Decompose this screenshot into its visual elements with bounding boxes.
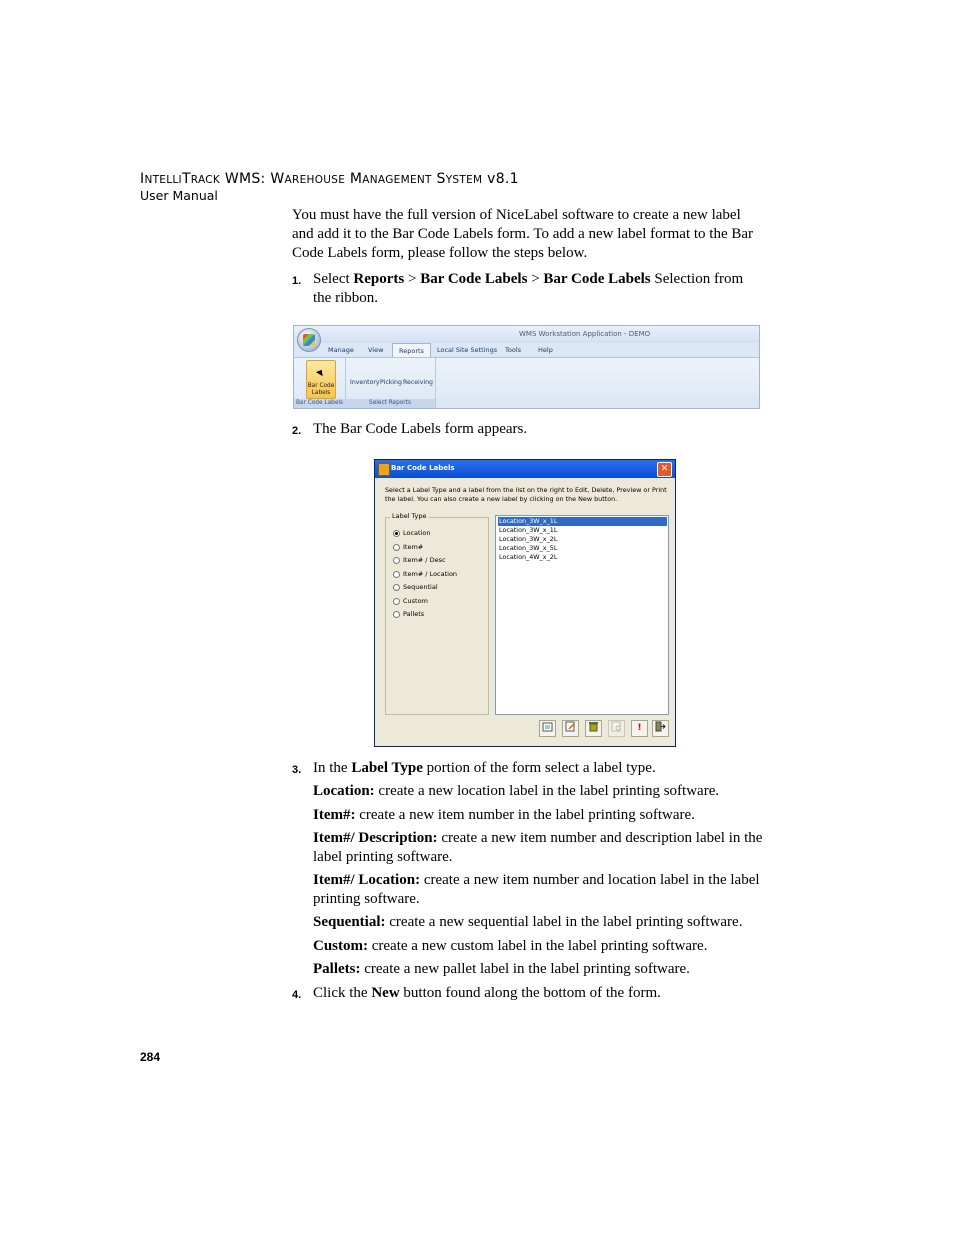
tab-help[interactable]: Help xyxy=(538,346,553,354)
preview-icon[interactable] xyxy=(608,720,625,737)
step-2: 2. The Bar Code Labels form appears. xyxy=(313,420,763,439)
window-title: WMS Workstation Application - DEMO xyxy=(519,330,651,338)
label-list[interactable] xyxy=(495,515,669,715)
dialog-instructions: Select a Label Type and a label from the list on the right to Edit, Delete, Preview or Print the label. You can also create a new label by clicking on the New button. xyxy=(385,486,667,503)
radio-icon xyxy=(393,611,400,618)
definition-item-location: Item#/ Location: create a new item number and location label in the label printing software. xyxy=(313,872,760,907)
tab-local-site-settings[interactable]: Local Site Settings xyxy=(437,346,498,354)
list-item[interactable]: Location_3W_x_1L xyxy=(499,526,558,534)
radio-icon xyxy=(393,557,400,564)
definition-pallets: Pallets: create a new pallet label in the label printing software. xyxy=(313,961,690,977)
header-i: I xyxy=(140,171,145,187)
step-number: 1. xyxy=(292,275,302,287)
inventory-button[interactable]: Inventory xyxy=(350,379,380,386)
ribbon-screenshot xyxy=(293,325,760,409)
dialog-title: Bar Code Labels xyxy=(391,464,455,472)
running-header: INTELLITRACK WMS: WAREHOUSE MANAGEMENT SYSTEM v8.1 xyxy=(140,171,519,187)
radio-icon xyxy=(393,584,400,591)
radio-icon xyxy=(393,598,400,605)
print-icon[interactable]: ! xyxy=(631,720,648,737)
tab-view[interactable]: View xyxy=(368,346,384,354)
bar-code-labels-dialog: Bar Code Labels ✕ Select a Label Type and a label from the list on the right to Edit, Delete, Preview or Print the label. You can also create a new label by clicking on the New button. Label Type Location Item# Item# / Desc Item# / Location Sequential Custom Pallets Location_3W_x_1L Location_3W_x_1L Location_3W_x_2L Location_3W_x_5L Location_4W_x_2L ! xyxy=(374,459,676,747)
ribbon-title-bar xyxy=(294,326,759,343)
list-item[interactable]: Location_4W_x_2L xyxy=(499,553,558,561)
group-label: Bar Code Labels xyxy=(295,400,344,406)
group-select-reports xyxy=(345,358,436,408)
new-icon[interactable] xyxy=(539,720,556,737)
intro-paragraph: You must have the full version of NiceLabel software to create a new label and add it to the Bar Code Labels form. To add a new label format to the Bar Code Labels form, please follow the steps below. xyxy=(292,207,754,261)
definition-item-description: Item#/ Description: create a new item number and description label in the label printing software. xyxy=(313,830,763,865)
definition-location: Location: create a new location label in the label printing software. xyxy=(313,783,720,799)
group-bar-code-labels xyxy=(294,358,346,408)
edit-icon[interactable] xyxy=(562,720,579,737)
tab-reports[interactable]: Reports xyxy=(392,343,431,357)
header-subtitle: User Manual xyxy=(140,188,218,203)
receiving-button[interactable]: Receiving xyxy=(403,379,433,386)
tab-tools[interactable]: Tools xyxy=(505,346,522,354)
exit-icon[interactable] xyxy=(652,720,669,737)
radio-icon xyxy=(393,571,400,578)
bar-code-labels-button[interactable]: Bar Code Labels xyxy=(306,360,336,399)
definition-custom: Custom: create a new custom label in the label printing software. xyxy=(313,938,708,954)
radio-icon xyxy=(393,530,400,537)
ribbon-tabs xyxy=(294,343,759,357)
radio-icon xyxy=(393,544,400,551)
list-item[interactable]: Location_3W_x_5L xyxy=(499,544,558,552)
label-type-group xyxy=(385,517,489,715)
delete-icon[interactable] xyxy=(585,720,602,737)
list-item[interactable]: Location_3W_x_2L xyxy=(499,535,558,543)
group-label: Select Reports xyxy=(345,399,435,408)
step-number: 4. xyxy=(292,989,302,1001)
close-icon[interactable]: ✕ xyxy=(657,462,672,477)
step-number: 3. xyxy=(292,764,302,776)
step-1: 1. Select Reports > Bar Code Labels > Bar Code Labels Selection from the ribbon. xyxy=(292,271,744,306)
step-number: 2. xyxy=(292,425,302,437)
page-number: 284 xyxy=(140,1050,161,1064)
app-icon xyxy=(378,463,390,476)
dialog-title-bar xyxy=(375,460,675,478)
picking-button[interactable]: Picking xyxy=(380,379,402,386)
tab-manage[interactable]: Manage xyxy=(328,346,354,354)
definition-sequential: Sequential: create a new sequential label in the label printing software. xyxy=(313,914,743,930)
definition-item: Item#: create a new item number in the label printing software. xyxy=(313,807,695,823)
step-4: 4. Click the New button found along the bottom of the form. xyxy=(313,984,763,1003)
ribbon-body xyxy=(294,357,759,408)
list-item[interactable]: Location_3W_x_1L xyxy=(498,517,667,526)
step-3: 3. In the Label Type portion of the form select a label type. xyxy=(313,759,763,778)
label-type-legend: Label Type xyxy=(392,512,427,520)
